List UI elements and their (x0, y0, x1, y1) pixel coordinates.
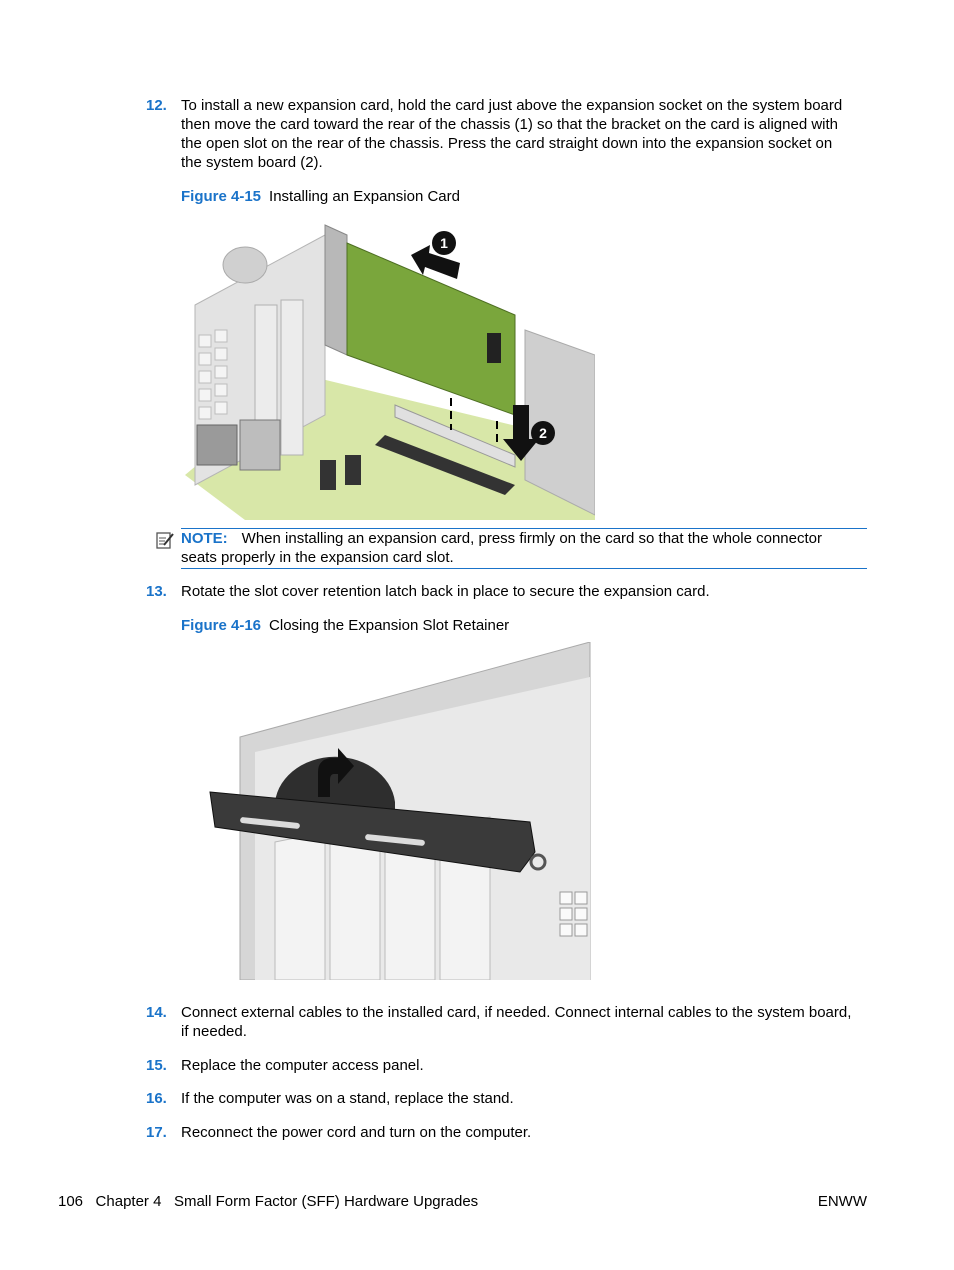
step-text-12: To install a new expansion card, hold the card just above the expansion socket on the system board then move the card toward the rear of the chassis (1) so that the bracket on the card is aligned with the open slot on the rear of the chassis. Press the card straight down into the expansion socket on the system board (2). (181, 97, 843, 171)
small-socket (320, 460, 336, 490)
small-socket (345, 455, 361, 485)
page-footer-left (58, 1192, 478, 1211)
figure-caption-4-15 (181, 187, 460, 206)
step-text-14: Connect external cables to the installed card, if needed. Connect internal cables to the system board, if needed. (181, 1004, 852, 1040)
footer-chapter: Chapter 4 (95, 1193, 162, 1210)
board-component (240, 420, 280, 470)
step-text-13: Rotate the slot cover retention latch back in place to secure the expansion card. (181, 583, 710, 600)
note-text: When installing an expansion card, press firmly on the card so that the whole connector seats properly in the expansion card slot. (181, 530, 822, 566)
retainer-latch (223, 247, 267, 283)
card-connector (487, 333, 501, 363)
step-text-16: If the computer was on a stand, replace the stand. (181, 1090, 514, 1107)
step-number-12: 12. (146, 97, 167, 114)
board-component (197, 425, 237, 465)
note-pencil-icon (155, 530, 175, 550)
figure-number: Figure 4-15 (181, 188, 262, 205)
footer-chapter-title: Small Form Factor (SFF) Hardware Upgrades (173, 1193, 479, 1210)
figure-installing-expansion-card (185, 215, 595, 520)
step-number-17: 17. (146, 1124, 167, 1141)
figure-number: Figure 4-16 (181, 617, 262, 634)
step-text-15: Replace the computer access panel. (181, 1057, 424, 1074)
note-content (181, 529, 841, 567)
note-label: NOTE: (181, 530, 228, 547)
step-number-14: 14. (146, 1004, 167, 1021)
footer-tag: ENWW (817, 1193, 867, 1210)
step-number-15: 15. (146, 1057, 167, 1074)
figure-title: Closing the Expansion Slot Retainer (269, 617, 510, 634)
slot-cover (281, 300, 303, 455)
callout-1-label: 1 (440, 235, 448, 251)
step-number-16: 16. (146, 1090, 167, 1107)
step-number-13: 13. (146, 583, 167, 600)
step-text-17: Reconnect the power cord and turn on the computer. (181, 1124, 532, 1141)
callout-2-label: 2 (539, 425, 547, 441)
card-bracket (325, 225, 347, 355)
figure-caption-4-16 (181, 616, 509, 635)
figure-title: Installing an Expansion Card (269, 188, 460, 205)
page-number: 106 (58, 1193, 84, 1210)
figure-closing-expansion-slot-retainer (200, 642, 595, 980)
